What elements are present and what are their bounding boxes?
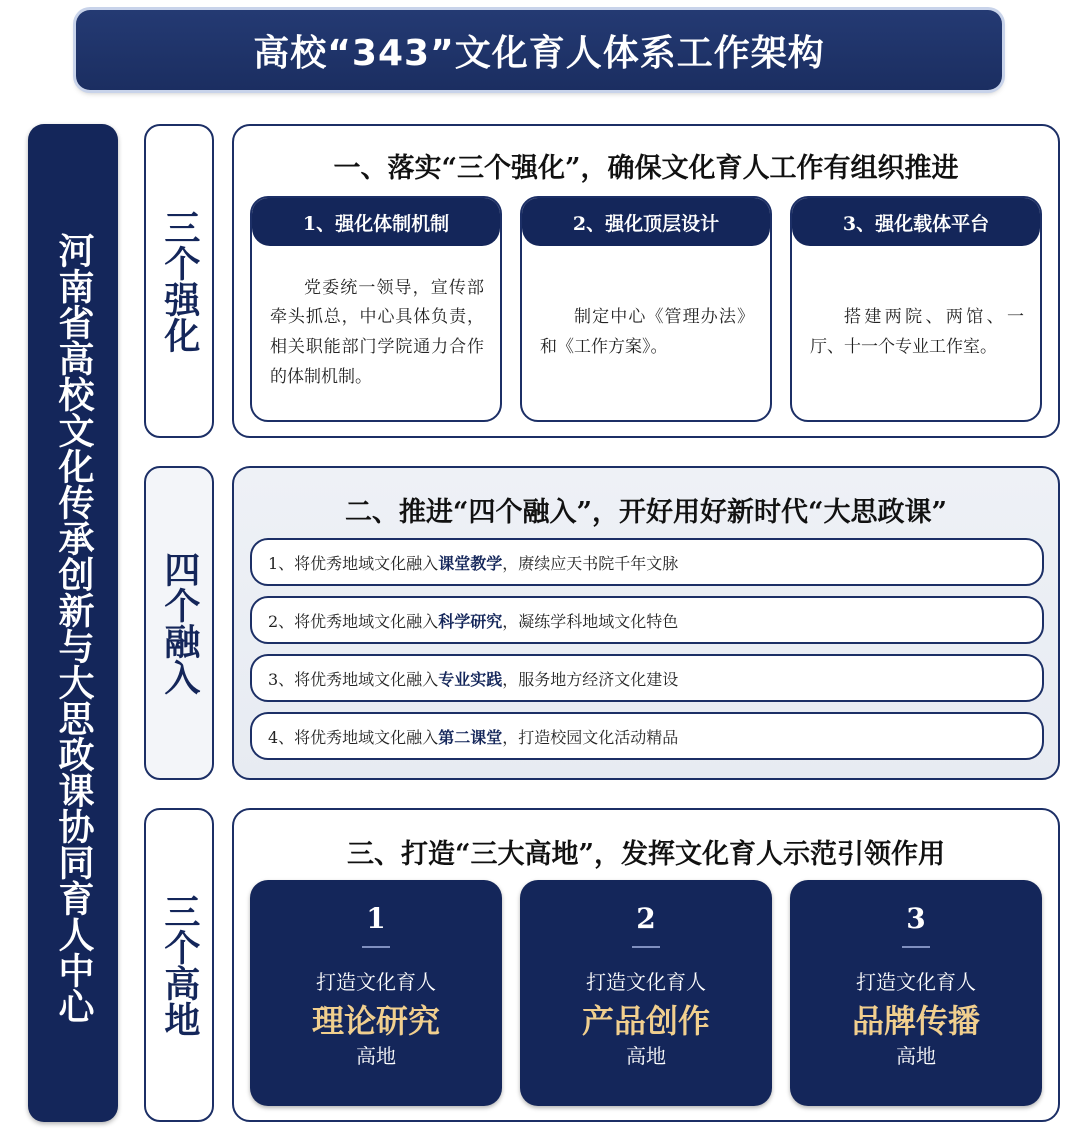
tile-brand-promotion — [790, 880, 1042, 1106]
card-title: 3、强化载体平台 — [792, 198, 1040, 246]
tile-suffix: 高地 — [896, 1044, 936, 1068]
section-heading: 一、落实“三个强化”，确保文化育人工作有组织推进 — [333, 153, 959, 184]
card-top-design — [520, 196, 772, 422]
tile-divider — [362, 946, 390, 948]
list-item — [250, 596, 1044, 644]
side-label-highlands — [144, 808, 214, 1122]
side-label-text: 三个强化 — [158, 209, 200, 353]
card-body: 党委统一领导，宣传部牵头抓总，中心具体负责，相关职能部门学院通力合作的体制机制。 — [270, 277, 484, 387]
side-label-strengthen — [144, 124, 214, 438]
section-integrate — [232, 466, 1060, 780]
list-item — [250, 712, 1044, 760]
section-strengthen — [232, 124, 1060, 438]
list-item — [250, 654, 1044, 702]
item-suffix: ，赓续应天书院千年文脉 — [502, 553, 679, 573]
item-prefix: 1、将优秀地域文化融入 — [268, 553, 439, 573]
tile-suffix: 高地 — [626, 1044, 666, 1068]
tile-number: 1 — [366, 902, 386, 935]
list-item — [250, 538, 1044, 586]
item-keyword: 科学研究 — [438, 611, 503, 631]
tile-number: 3 — [906, 902, 926, 935]
center-name: 河南省高校文化传承创新与大思政课协同育人中心 — [53, 232, 94, 1024]
item-suffix: ，服务地方经济文化建设 — [502, 669, 679, 689]
item-suffix: ，凝练学科地域文化特色 — [502, 611, 679, 631]
tile-divider — [902, 946, 930, 948]
item-keyword: 第二课堂 — [438, 727, 503, 747]
tile-prefix: 打造文化育人 — [856, 970, 976, 994]
tile-suffix: 高地 — [356, 1044, 396, 1068]
title-banner — [76, 10, 1002, 90]
card-body: 制定中心《管理办法》和《工作方案》。 — [540, 307, 754, 357]
item-prefix: 4、将优秀地域文化融入 — [268, 727, 439, 747]
tile-number: 2 — [636, 902, 656, 935]
tile-product-creation — [520, 880, 772, 1106]
item-prefix: 2、将优秀地域文化融入 — [268, 611, 439, 631]
tile-main-text: 理论研究 — [311, 1002, 440, 1040]
item-keyword: 课堂教学 — [438, 553, 503, 573]
card-carrier-platform — [790, 196, 1042, 422]
side-label-integrate — [144, 466, 214, 780]
center-name-column — [28, 124, 118, 1122]
tile-main-text: 产品创作 — [581, 1002, 710, 1040]
tile-main-text: 品牌传播 — [851, 1002, 980, 1040]
tile-divider — [632, 946, 660, 948]
item-keyword: 专业实践 — [438, 669, 503, 689]
card-title: 2、强化顶层设计 — [522, 198, 770, 246]
item-suffix: ，打造校园文化活动精品 — [502, 727, 679, 747]
card-body: 搭建两院、两馆、一厅、十一个专业工作室。 — [810, 307, 1024, 357]
section-heading: 三、打造“三大高地”，发挥文化育人示范引领作用 — [346, 839, 946, 870]
tile-prefix: 打造文化育人 — [316, 970, 436, 994]
side-label-text: 三个高地 — [158, 893, 200, 1037]
card-system-mechanism — [250, 196, 502, 422]
tile-prefix: 打造文化育人 — [586, 970, 706, 994]
tile-theory-research — [250, 880, 502, 1106]
card-title: 1、强化体制机制 — [252, 198, 500, 246]
side-label-text: 四个融入 — [158, 551, 200, 695]
section-highlands — [232, 808, 1060, 1122]
section-heading: 二、推进“四个融入”，开好用好新时代“大思政课” — [344, 497, 948, 528]
page-title: 高校“343”文化育人体系工作架构 — [253, 32, 825, 74]
item-prefix: 3、将优秀地域文化融入 — [268, 669, 439, 689]
